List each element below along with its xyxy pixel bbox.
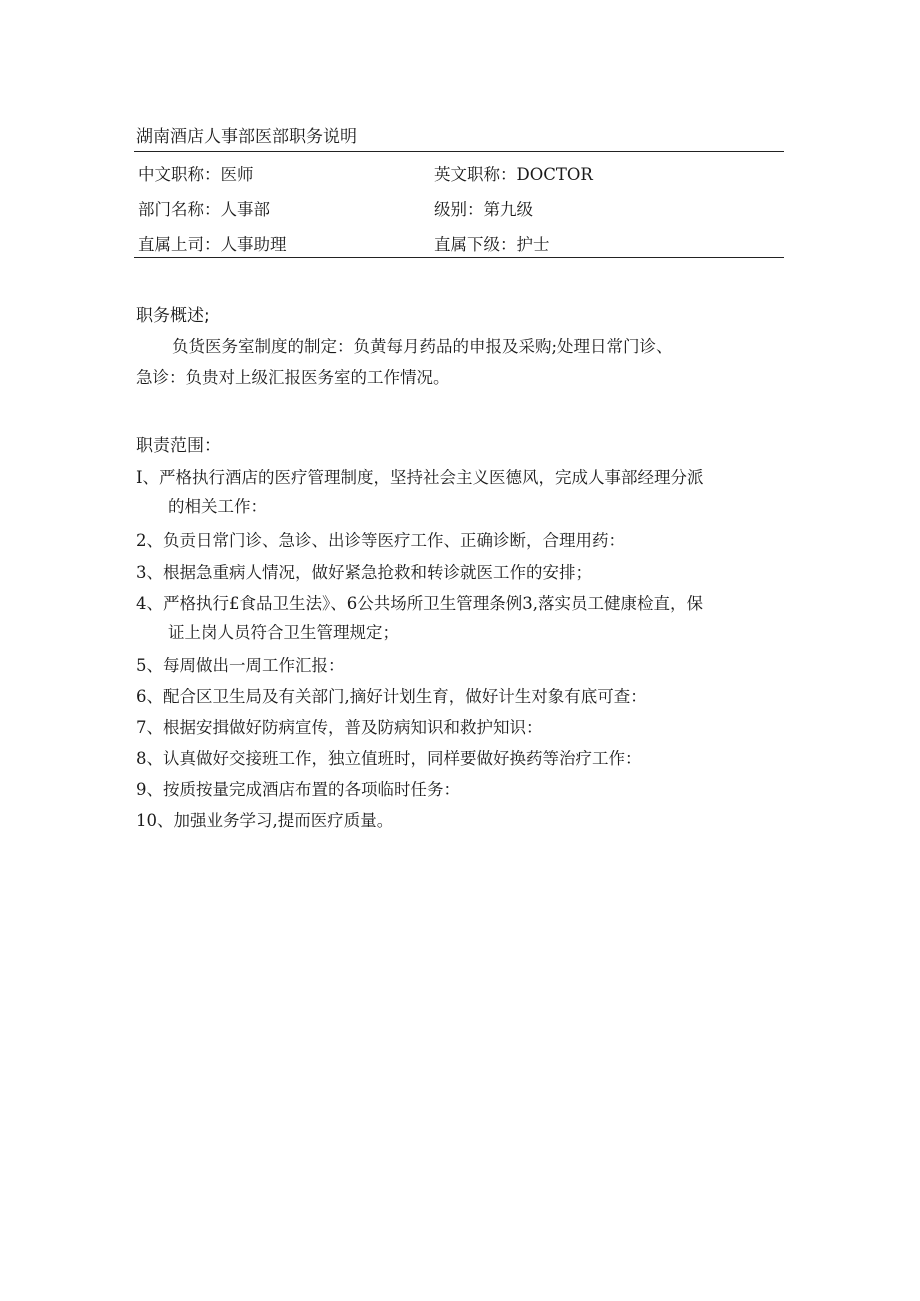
duty-number: I、 — [136, 468, 160, 487]
duty-text-continued: 的相关工作： — [168, 497, 267, 516]
dept-label: 部门名称： — [138, 200, 221, 219]
duty-text: 配合区卫生局及有关部门,摘好计划生育，做好计生对象有底可查： — [163, 687, 647, 706]
duty-text: 负贡日常门诊、急诊、出诊等医疗工作、正确诊断，合理用药： — [163, 531, 625, 550]
duty-number: 9、 — [136, 780, 163, 799]
header-rule-bottom — [134, 257, 784, 258]
subordinate-label: 直属下级： — [434, 235, 517, 254]
overview-heading: 职务概述; — [136, 306, 210, 326]
duty-item-8 — [136, 747, 786, 771]
duty-item-2 — [136, 529, 786, 553]
duty-number: 6、 — [136, 687, 163, 706]
duty-item-7-first-line — [136, 716, 786, 740]
duty-item-9-first-line — [136, 778, 786, 802]
duty-item-10-first-line — [136, 809, 786, 833]
duty-number: 2、 — [136, 531, 163, 550]
level-field — [434, 198, 533, 222]
duty-number: 7、 — [136, 718, 163, 737]
duty-item-5 — [136, 654, 786, 678]
header-rule-top — [134, 151, 784, 152]
superior-field — [138, 233, 287, 257]
level-value: 第九级 — [483, 200, 533, 219]
info-row-dept — [138, 198, 784, 222]
en-title-label: 英文职称： — [434, 165, 517, 184]
duty-item-9 — [136, 778, 786, 802]
cn-title-label: 中文职称： — [138, 165, 221, 184]
duty-item-1-first-line — [136, 466, 786, 490]
overview-line-1: 负货医务室制度的制定：负黄每月药品的申报及采购;处理日常门诊、 — [172, 337, 673, 356]
cn-title-field — [138, 163, 254, 187]
duty-text: 严格执行酒店的医疗管理制度，坚持社会主义医德风，完成人事部经理分派 — [159, 468, 704, 487]
info-row-reporting — [138, 233, 784, 257]
duty-text: 根据安揖做好防病宣传，普及防病知识和救护知识： — [163, 718, 543, 737]
superior-value: 人事助理 — [220, 235, 287, 254]
duty-item-7 — [136, 716, 786, 740]
duty-number: 8、 — [136, 749, 163, 768]
cn-title-value: 医师 — [220, 165, 254, 184]
duty-text: 根据急重病人情况，做好紧急抢救和转诊就医工作的安排； — [163, 563, 592, 582]
superior-label: 直属上司： — [138, 235, 221, 254]
duty-text: 严格执行£食品卫生法》、6公共场所卫生管理条例3,落实员工健康检直，保 — [163, 594, 703, 613]
overview-line-2: 急诊：负贵对上级汇报医务室的工作情况。 — [136, 368, 450, 387]
duty-number: 3、 — [136, 563, 163, 582]
document-title: 湖南酒店人事部医部职务说明 — [136, 127, 357, 147]
duty-item-5-first-line — [136, 654, 786, 678]
duty-item-4 — [136, 592, 786, 645]
subordinate-value: 护士 — [516, 235, 550, 254]
info-row-titles — [138, 163, 784, 187]
duty-text: 加强业务学习,提而医疗质量。 — [173, 811, 394, 830]
duty-item-6 — [136, 685, 786, 709]
subordinate-field — [434, 233, 550, 257]
duty-text: 认真做好交接班工作，独立值班时，同样要做好换药等治疗工作： — [163, 749, 642, 768]
duty-item-3 — [136, 561, 786, 585]
en-title-value: DOCTOR — [516, 165, 593, 184]
scope-heading: 职责范围： — [136, 436, 221, 456]
duty-item-4-first-line — [136, 592, 786, 616]
duty-item-2-first-line — [136, 529, 786, 553]
duty-item-8-first-line — [136, 747, 786, 771]
duty-number: 10、 — [136, 811, 174, 830]
duty-item-3-first-line — [136, 561, 786, 585]
duty-text: 每周做出一周工作汇报： — [163, 656, 345, 675]
en-title-field — [434, 163, 593, 187]
level-label: 级别： — [434, 200, 484, 219]
dept-value: 人事部 — [220, 200, 270, 219]
duty-number: 4、 — [136, 594, 163, 613]
duty-item-6-first-line — [136, 685, 786, 709]
dept-field — [138, 198, 270, 222]
duty-number: 5、 — [136, 656, 163, 675]
duty-item-1 — [136, 466, 786, 519]
duty-text: 按质按量完成酒店布置的各项临时任务： — [163, 780, 460, 799]
duty-text-continued: 证上岗人员符合卫生管理规定； — [168, 623, 399, 642]
duty-item-10 — [136, 809, 786, 833]
